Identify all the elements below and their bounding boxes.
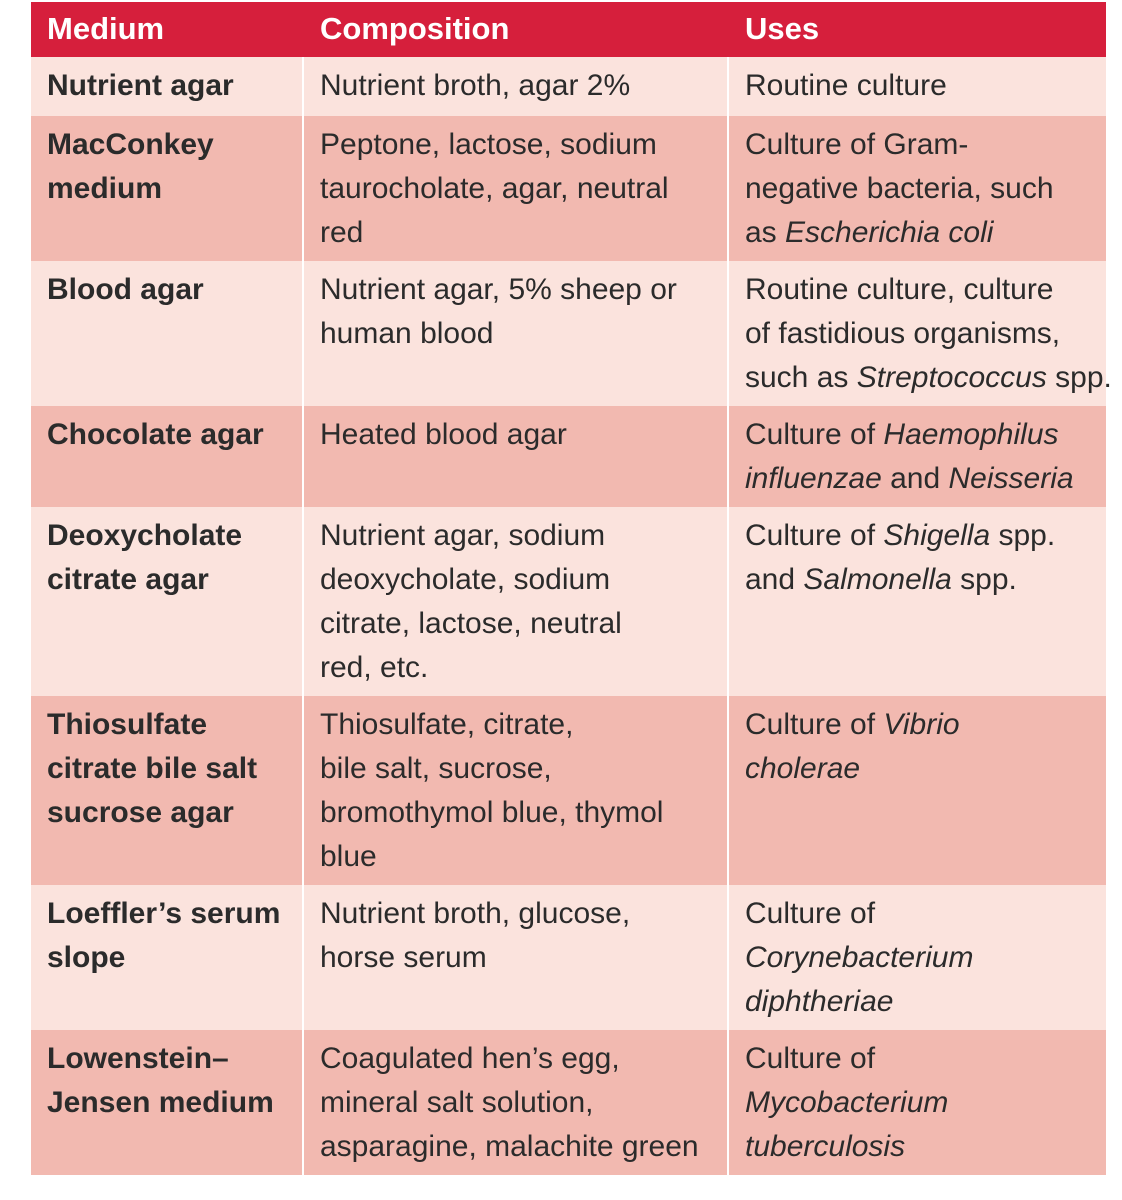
italic-line: such as Streptococcus spp. xyxy=(745,361,1112,394)
table-row xyxy=(31,885,1106,1030)
composition-cell: Nutrient broth, agar 2% xyxy=(304,57,729,116)
medium-cell: MacConkey medium xyxy=(31,116,304,261)
italic-line: and Salmonella spp. xyxy=(745,563,1017,596)
uses-cell xyxy=(729,507,1106,696)
uses-cell: Culture of Mycobacterium tuberculosis xyxy=(729,1030,1106,1175)
uses-cell xyxy=(729,406,1106,507)
italic-line: influenzae and Neisseria xyxy=(745,462,1074,495)
uses-cell: Culture of Corynebacterium diphtheriae xyxy=(729,885,1106,1030)
table-header xyxy=(31,2,1106,57)
composition-cell: Nutrient agar, sodium deoxycholate, sodium citrate, lactose, neutral red, etc. xyxy=(304,507,729,696)
composition-cell: Thiosulfate, citrate, bile salt, sucrose, bromothymol blue, thymol blue xyxy=(304,696,729,885)
composition-cell: Nutrient broth, glucose, horse serum xyxy=(304,885,729,1030)
composition-cell: Nutrient agar, 5% sheep or human blood xyxy=(304,261,729,406)
header-composition: Composition xyxy=(320,11,510,46)
table-row xyxy=(31,116,1106,261)
composition-cell: Coagulated hen’s egg, mineral salt solution, asparagine, malachite green xyxy=(304,1030,729,1175)
italic-line: Culture of Vibrio xyxy=(745,708,960,741)
italic-line: tuberculosis xyxy=(745,1130,906,1163)
table-row xyxy=(31,261,1112,406)
italic-line: Culture of Shigella spp. xyxy=(745,519,1056,552)
uses-cell xyxy=(729,696,1106,885)
uses-cell: Culture of Gram- negative bacteria, such as Escherichia coli xyxy=(729,116,1106,261)
header-uses: Uses xyxy=(745,11,820,46)
uses-cell: Routine culture xyxy=(745,69,947,102)
medium-cell: Thiosulfate citrate bile salt sucrose agar xyxy=(31,696,304,885)
italic-line: cholerae xyxy=(745,752,861,785)
italic-line: diphtheriae xyxy=(745,985,894,1018)
composition-cell: Peptone, lactose, sodium taurocholate, agar, neutral red xyxy=(304,116,729,261)
table-row xyxy=(31,507,1106,696)
medium-cell: Loeffler’s serum slope xyxy=(31,885,304,1030)
italic-line: Culture of Haemophilus xyxy=(745,418,1059,451)
header-medium: Medium xyxy=(47,11,165,46)
uses-cell: Routine culture, culture of fastidious organisms, such as Streptococcus spp. xyxy=(729,261,1106,406)
medium-cell: Chocolate agar xyxy=(31,406,304,507)
medium-cell: Blood agar xyxy=(31,261,304,406)
composition-cell: Heated blood agar xyxy=(304,406,729,507)
medium-cell: Deoxycholate citrate agar xyxy=(31,507,304,696)
italic-line: as Escherichia coli xyxy=(745,216,994,249)
medium-cell: Lowenstein– Jensen medium xyxy=(31,1030,304,1175)
table-row xyxy=(31,696,1106,885)
table-row xyxy=(31,1030,1106,1175)
italic-line: Corynebacterium xyxy=(745,941,974,974)
table-row xyxy=(31,406,1106,507)
medium-cell: Nutrient agar xyxy=(31,57,304,116)
table-row xyxy=(31,57,1106,116)
culture-media-table xyxy=(31,2,1112,1175)
italic-line: Mycobacterium xyxy=(745,1086,949,1119)
